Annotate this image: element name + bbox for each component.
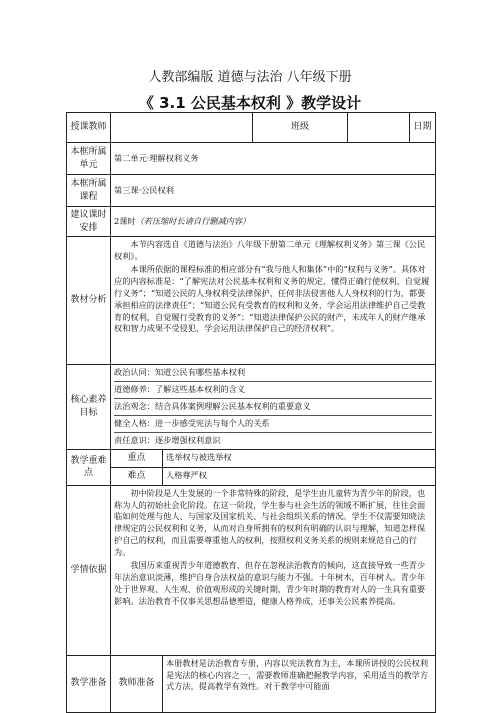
prep-content-cell bbox=[163, 655, 436, 712]
teacher-label: 授课教师 bbox=[67, 113, 111, 143]
key-point-type: 重点 bbox=[111, 449, 163, 467]
hours-value bbox=[111, 207, 436, 237]
prep-role: 教师准备 bbox=[111, 655, 163, 712]
hours-note: （若压缩时长请自行删减内容） bbox=[135, 215, 251, 226]
analysis-paragraph: 本课所依据的课程标准的相应部分有“我与他人和集体”中的“权利与义务”。具体对应的内容标准是：“了解宪法对公民基本权利和义务的规定，懂得正确行使权利、自觉履行义务”；“知道公民的人身权利受法律保护，任何非法侵害他人人身权利的行为，都要承担相应的法律责任”；“知道公民有受教育的权利和义务，学会运用法律维护自己受教育的权利，自觉履行受教育的义务”；“知道法律保护公民的财产，未成年人的财产继承权和智力成果不受侵犯，学会运用法律保护自己的经济权利”。 bbox=[114, 263, 430, 334]
teacher-value bbox=[111, 113, 253, 143]
lesson-plan-table bbox=[66, 112, 436, 713]
difficult-point-type: 难点 bbox=[111, 467, 163, 485]
analysis-paragraph: 本节内容选自《道德与法治》八年级下册第二单元《理解权利义务》第三课《公民权利》。 bbox=[114, 239, 426, 262]
literacy-item: 法治观念：结合具体案例理解公民基本权利的重要意义 bbox=[114, 399, 432, 416]
unit-value: 第二单元·理解权利义务 bbox=[111, 143, 436, 175]
situation-label: 学情依据 bbox=[67, 485, 111, 655]
hours-text: 2课时 bbox=[114, 215, 136, 226]
literacy-content bbox=[111, 365, 436, 449]
literacy-item: 道德修养：了解这些基本权利的含义 bbox=[114, 382, 432, 399]
document-header: 人教部编版 道德与法治 八年级下册 bbox=[148, 70, 352, 85]
prep-content: 本册教材是法治教育专册，内容以宪法教育为主，本课所讲授的公民权利是宪法的核心内容之一，需要教师准确把握教学内容，采用适当的教学方式方法，提高教学有效性。对于教学中可能面 bbox=[166, 657, 429, 692]
situation-paragraph: 我国历来重视青少年道德教育，但存在忽视法治教育的倾向，这直接导致一些青少年法治意识淡薄，维护自身合法权益的意识与能力不强。十年树木，百年树人。青少年处于世界观、人生观、价值观形成的关键时期，青少年时期的教育对人的一生具有重要影响。法治教育不仅事关思想品德塑造，健康人格养成，还事关公民素养提高。 bbox=[114, 559, 426, 606]
document-title: 《 3.1 公民基本权利 》教学设计 bbox=[138, 94, 362, 112]
literacy-item: 政治认同：知道公民有哪些基本权利 bbox=[114, 365, 432, 382]
class-label: 班级 bbox=[253, 113, 348, 143]
lesson-label: 本框所属课程 bbox=[67, 175, 111, 207]
analysis-label: 教材分析 bbox=[67, 237, 111, 365]
unit-label: 本框所属单元 bbox=[67, 143, 111, 175]
date-label: 日期 bbox=[410, 113, 436, 143]
difficult-point-content: 人格尊严权 bbox=[163, 467, 436, 485]
situation-paragraph: 初中阶段是人生发展的一个非常特殊的阶段，是学生由儿童转为青少年的阶段，也称为人的初始社会化阶段。在这一阶段，学生参与社会生活的领域不断扩展，往往会面临如何处理与他人、与国家及国家机关、与社会组织关系的情况。学生不仅需要知晓法律规定的公民权利和义务，从而对自身所拥有的权利有明确的认识与理解，知道怎样保护自己的权利，而且需要尊重他人的权利，按照权利义务关系的规则来规范自己的行为。 bbox=[114, 487, 426, 558]
key-point-content: 选举权与被选举权 bbox=[163, 449, 436, 467]
lesson-value: 第三课·公民权利 bbox=[111, 175, 436, 207]
class-value bbox=[348, 113, 410, 143]
keypoints-label: 教学重难点 bbox=[67, 449, 111, 485]
literacy-label: 核心素养目标 bbox=[67, 365, 111, 449]
literacy-item: 责任意识：逐步增强权利意识 bbox=[114, 434, 221, 445]
analysis-content bbox=[111, 237, 436, 365]
situation-content bbox=[111, 485, 436, 655]
prep-label: 教学准备 bbox=[67, 655, 111, 712]
literacy-item: 健全人格：进一步感受宪法与每个人的关系 bbox=[114, 416, 432, 433]
hours-label: 建议课时安排 bbox=[67, 207, 111, 237]
